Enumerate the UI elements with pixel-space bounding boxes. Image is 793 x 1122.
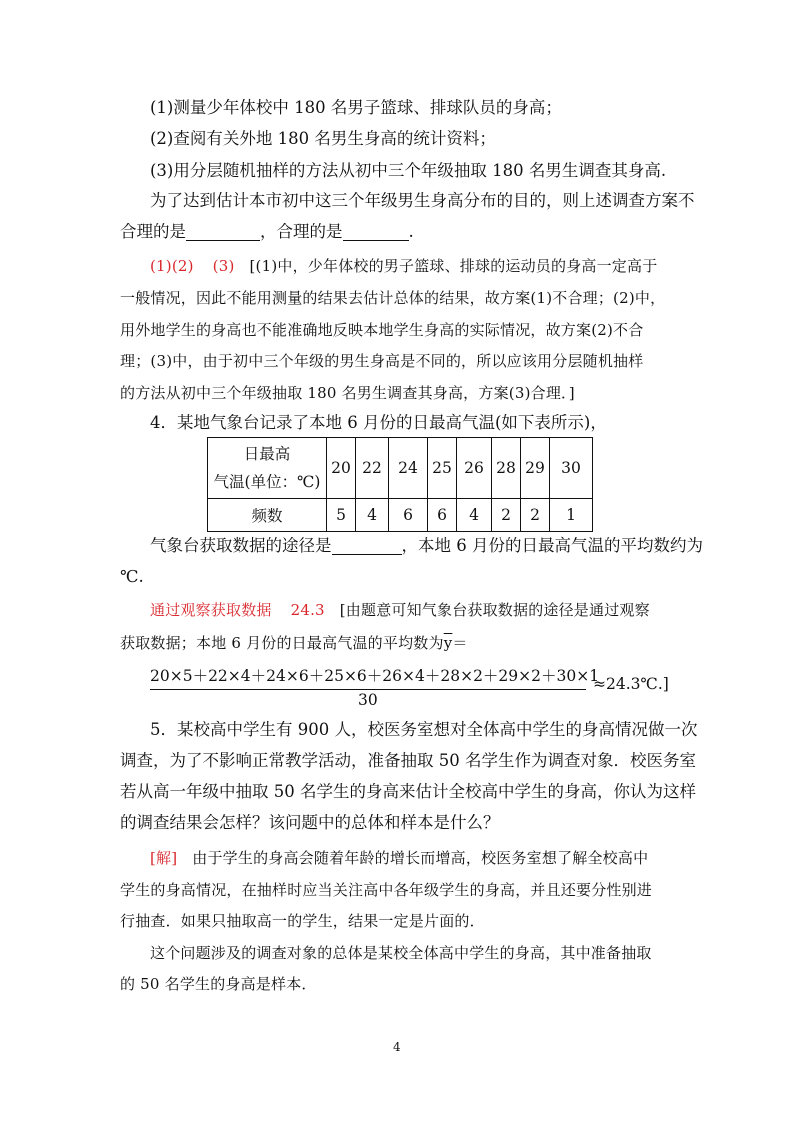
- equals-sign: ＝: [452, 634, 468, 652]
- q3-answer-1: (1)(2): [150, 257, 194, 275]
- q4-stem2-unit: ℃.: [120, 567, 144, 586]
- page-number: 4: [393, 1040, 401, 1054]
- q5-line3: 若从高一年级中抽取 50 名学生的身高来估计全校高中学生的身高，你认为这样: [120, 782, 696, 801]
- table-cell: 22: [356, 438, 389, 499]
- q5-solution-line5: 的 50 名学生的身高是样本．: [120, 975, 317, 993]
- q4-stem2-part2: ，本地 6 月份的日最高气温的平均数约为: [401, 536, 703, 555]
- answer-blank: [186, 222, 260, 241]
- table-cell: 6: [428, 499, 457, 532]
- q4-explanation-line2: [120, 631, 468, 655]
- q3-option-2: (2)查阅有关外地 180 名男生身高的统计资料；: [150, 129, 496, 148]
- q3-stem-part2: ，合理的是: [260, 222, 343, 241]
- q3-answer-2: (3): [212, 257, 235, 275]
- table-cell: 6: [389, 499, 428, 532]
- q3-stem-part1: 合理的是: [120, 222, 186, 241]
- fraction-bar: [150, 689, 586, 690]
- table-cell: 4: [457, 499, 492, 532]
- q3-stem-blanks: [120, 220, 414, 244]
- q3-stem-part3: .: [408, 222, 414, 241]
- temperature-table: [207, 437, 593, 532]
- table-cell: 25: [428, 438, 457, 499]
- header-line2: 气温(单位：℃): [213, 473, 321, 491]
- q5-line2: 调查，为了不影响正常教学活动，准备抽取 50 名学生作为调查对象．校医务室: [120, 751, 696, 770]
- approx-result: ≈24.3℃.]: [593, 675, 669, 693]
- table-cell: 5: [327, 499, 356, 532]
- table-cell: 29: [521, 438, 550, 499]
- table-header-frequency: 频数: [208, 499, 327, 532]
- answer-blank: [343, 222, 409, 241]
- q3-option-1: (1)测量少年体校中 180 名男子篮球、排球队员的身高；: [150, 98, 562, 117]
- q3-explanation-line2: 一般情况，因此不能用测量的结果去估计总体的结果，故方案(1)不合理；(2)中，: [120, 289, 666, 307]
- q3-answer-line: [150, 254, 657, 278]
- table-cell: 4: [356, 499, 389, 532]
- q5-solution-line4: 这个问题涉及的调查对象的总体是某校全体高中学生的身高，其中准备抽取: [150, 944, 652, 962]
- solution-tag: [解]: [150, 849, 178, 867]
- q4-answer-1: 通过观察获取数据: [150, 601, 272, 619]
- q4-stem2-part1: 气象台获取数据的途径是: [150, 536, 332, 555]
- table-row-temperature: [208, 438, 593, 499]
- table-cell: 1: [550, 499, 593, 532]
- q4-explanation-line1: [由题意可知气象台获取数据的途径是通过观察: [339, 601, 650, 619]
- q4-stem2: [150, 534, 703, 558]
- q3-explanation-line1: [(1)中，少年体校的男子篮球、排球的运动员的身高一定高于: [249, 257, 658, 275]
- header-line1: 日最高: [243, 445, 291, 463]
- table-cell: 30: [550, 438, 593, 499]
- q5-solution-text1: 由于学生的身高会随着年龄的增长而增高，校医务室想了解全校高中: [192, 849, 649, 867]
- q5-solution-line2: 学生的身高情况，在抽样时应当关注高中各年级学生的身高，并且还要分性别进: [120, 881, 653, 899]
- q3-explanation-line3: 用外地学生的身高也不能准确地反映本地学生身高的实际情况，故方案(2)不合: [120, 321, 644, 339]
- q4-answer-2: 24.3: [290, 601, 325, 619]
- answer-blank: [332, 536, 402, 555]
- q5-line4: 的调查结果会怎样？该问题中的总体和样本是什么？: [120, 813, 500, 832]
- q4-answer-line: [150, 598, 650, 622]
- mean-symbol: $\overline{y}$: [443, 634, 453, 652]
- table-cell: 20: [327, 438, 356, 499]
- q5-solution-line3: 行抽查．如果只抽取高一的学生，结果一定是片面的．: [120, 912, 485, 930]
- q4-explanation-line2-text: 获取数据；本地 6 月份的日最高气温的平均数为: [120, 634, 444, 652]
- q3-explanation-line5: 的方法从初中三个年级抽取 180 名男生调查其身高，方案(3)合理．]: [120, 384, 575, 402]
- q3-explanation-line4: 理；(3)中，由于初中三个年级的男生身高是不同的，所以应该用分层随机抽样: [120, 352, 644, 370]
- table-cell: 2: [521, 499, 550, 532]
- fraction-numerator: 20×5＋22×4＋24×6＋25×6＋26×4＋28×2＋29×2＋30×1: [150, 667, 600, 685]
- q5-solution-line1: [150, 846, 648, 870]
- table-cell: 26: [457, 438, 492, 499]
- table-cell: 24: [389, 438, 428, 499]
- table-header-temperature: [208, 438, 327, 499]
- q5-line1: 5．某校高中学生有 900 人，校医务室想对全体高中学生的身高情况做一次: [150, 720, 698, 739]
- q3-option-3: (3)用分层随机抽样的方法从初中三个年级抽取 180 名男生调查其身高.: [150, 161, 667, 180]
- table-cell: 2: [492, 499, 521, 532]
- fraction-denominator: 30: [358, 691, 378, 709]
- table-row-frequency: [208, 499, 593, 532]
- table-cell: 28: [492, 438, 521, 499]
- q4-stem: 4．某地气象台记录了本地 6 月份的日最高气温(如下表所示)，: [150, 413, 607, 432]
- q3-stem: 为了达到估计本市初中这三个年级男生身高分布的目的，则上述调查方案不: [150, 191, 695, 210]
